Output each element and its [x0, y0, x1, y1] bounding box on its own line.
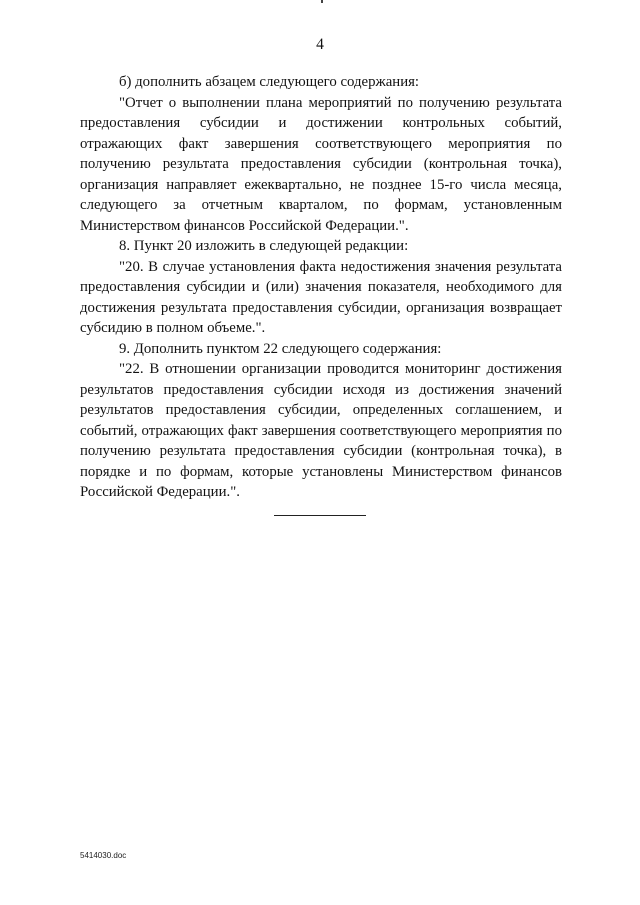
paragraph-report-quote: "Отчет о выполнении плана мероприятий по получению результата предоставления субсидии и достижении контрольных событий, отражающих факт завершения соответствующего мероприятия по получению результата предоставления субсидии (контрольная точка), организация направляет ежеквартально, не позднее 15-го числа месяца, следующего за отчетным кварталом, по формам, установленным Министерством финансов Российской Федерации.".: [80, 94, 562, 234]
paragraph-item-20-quote: "20. В случае установления факта недостижения значения результата предоставления субсидии и (или) значения показателя, необходимого для достижения результата предоставления субсидии, организация возвращает субсидию в полном объеме.".: [80, 258, 562, 336]
page-number: 4: [316, 36, 324, 53]
paragraph-item-9: 9. Дополнить пунктом 22 следующего содержания:: [119, 340, 442, 357]
paragraph-item-8: 8. Пункт 20 изложить в следующей редакции:: [119, 238, 409, 254]
document-id: 5414030.doc: [80, 851, 127, 860]
document-body: [80, 72, 562, 503]
scan-mark: [321, 0, 323, 3]
paragraph-item-22-quote: "22. В отношении организации проводится мониторинг достижения результатов предоставления субсидии исходя из достижения значений результатов предоставления субсидии, определенных соглашением, и событий, отражающих факт завершения соответствующего мероприятия по получению результата предоставления субсидии (контрольная точка), в порядке и по формам, которые установлены Министерством финансов Российской Федерации.".: [80, 361, 562, 500]
paragraph-b-intro: б) дополнить абзацем следующего содержания:: [119, 74, 420, 90]
end-divider: [274, 515, 366, 516]
